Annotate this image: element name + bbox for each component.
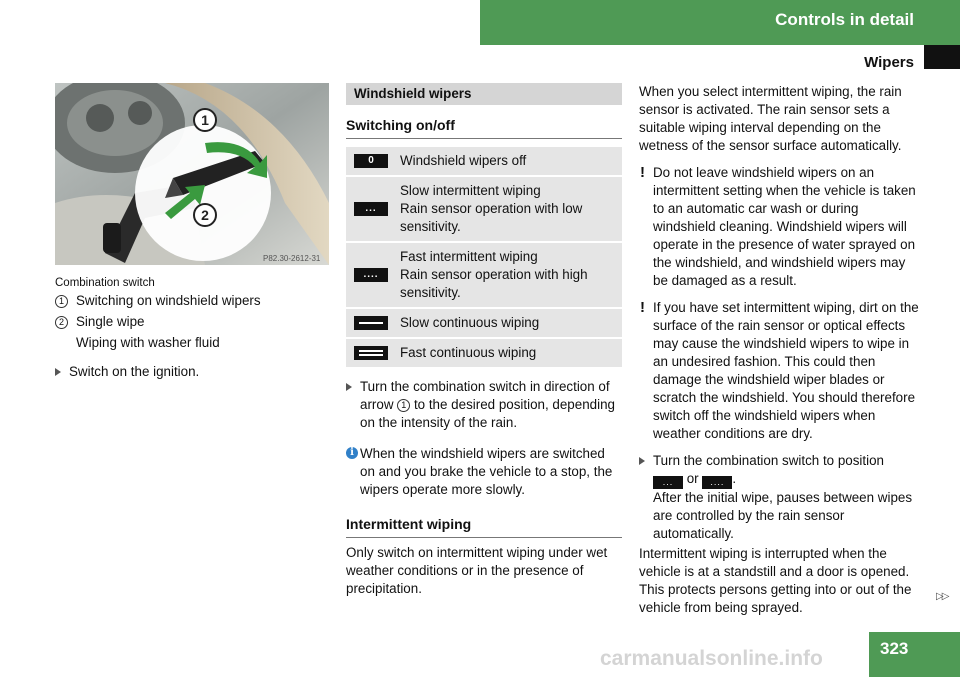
wiper-positions-table [346,147,622,369]
legend-item [55,334,325,355]
row-text: Windshield wipers off [396,147,622,176]
step-text-a: Turn the combination switch to position [653,453,884,468]
legend-text: Single wipe [76,314,145,329]
slow-intermittent-icon: ... [354,202,388,216]
step-text-a: Turn the combination switch in direction of arrow [360,379,610,412]
step-arrow-icon [639,457,645,465]
step-number: 1 [397,399,410,412]
step-end: . [732,471,737,486]
turn-switch-step [346,378,622,432]
legend-text: Switching on windshield wipers [76,293,261,308]
warning-icon: ! [640,299,645,316]
rain-sensor-paragraph: When you select intermittent wiping, the rain sensor is activated. The rain sensor sets a suitable wiping interval depending on the wetness of the sensor surface automatically. [639,84,902,153]
warning-car-wash [639,164,919,290]
row-text: Slow continuous wiping [396,308,622,338]
row-text: Fast continuous wiping [396,338,622,368]
continue-arrow-icon: ▷▷ [936,591,948,602]
right-column [639,83,919,617]
legend-item [55,313,325,334]
step-text-b: to the desired position, depending on the intensity of the rain. [360,397,615,430]
section-tab-marker [924,45,960,69]
combination-switch-photo [55,83,329,265]
warning-icon: ! [640,164,645,181]
row-text: Fast intermittent wiping Rain sensor operation with high sensitivity. [396,242,622,308]
legend-text: Wiping with washer fluid [76,335,220,350]
page-number: 323 [880,639,909,658]
callout-1-marker [194,109,216,131]
interrupt-paragraph: Intermittent wiping is interrupted when the vehicle is at a standstill and a door is opened. This protects persons getting into or out of the vehicle from being sprayed. [639,546,912,615]
wiper-off-icon: 0 [354,154,388,168]
subheading-switching: Switching on/off [346,116,622,139]
watermark: carmanualsonline.info [600,647,823,670]
info-icon: i [346,447,358,459]
callout-2-text: 2 [201,207,209,223]
figure-caption: Combination switch [55,277,155,289]
figure-legend [55,292,325,355]
subheading-intermittent: Intermittent wiping [346,515,622,538]
warning-text: If you have set intermittent wiping, dirt on the surface of the rain sensor or optical effects may cause the windshield wipers to wipe in an undesired fashion. This could then damage the windshield wiper blades or scratch the windshield. You should therefore switch off the windshield wipers when weather conditions are dry. [653,300,919,441]
table-row [346,176,622,242]
intermittent-paragraph: Only switch on intermittent wiping under wet weather conditions or in the presence of precipitation. [346,545,608,596]
table-row [346,147,622,176]
step-arrow-icon [346,383,352,391]
ignition-step [55,363,325,381]
or-text: or [686,471,699,486]
section-title: Controls in detail [775,10,914,29]
warning-text: Do not leave windshield wipers on an intermittent setting when the vehicle is taken to an automatic car wash or during windshield cleaning. Windshield wipers will operate in the presence of water sprayed on the windshield, and windshield wipers may be damaged as a result. [653,165,916,288]
table-row [346,338,622,368]
windshield-wipers-section [346,83,622,369]
info-note [346,445,622,499]
turn-switch-position-step [639,452,919,543]
fast-intermittent-icon: .... [702,476,732,489]
step-arrow-icon [55,368,61,376]
slow-continuous-icon [354,316,388,330]
info-text: When the windshield wipers are switched on and you brake the vehicle to a stop, the wipers operate more slowly. [360,446,613,497]
legend-item [55,292,325,313]
legend-number: 2 [55,316,68,329]
legend-number: 1 [55,295,68,308]
callout-1-text: 1 [201,112,209,128]
subsection-title: Wipers [864,54,914,71]
step-text: Switch on the ignition. [69,364,200,379]
warning-dirt-sensor [639,299,919,443]
step-text-b: After the initial wipe, pauses between wipes are controlled by the rain sensor automatically. [653,490,913,541]
figure-code: P82.30-2612-31 [263,254,321,263]
section-heading: Windshield wipers [346,83,622,105]
table-row [346,242,622,308]
table-row [346,308,622,338]
row-text: Slow intermittent wiping Rain sensor operation with low sensitivity. [396,176,622,242]
callout-2-marker [194,204,216,226]
fast-intermittent-icon: .... [354,268,388,282]
fast-continuous-icon [354,346,388,360]
slow-intermittent-icon: ... [653,476,683,489]
